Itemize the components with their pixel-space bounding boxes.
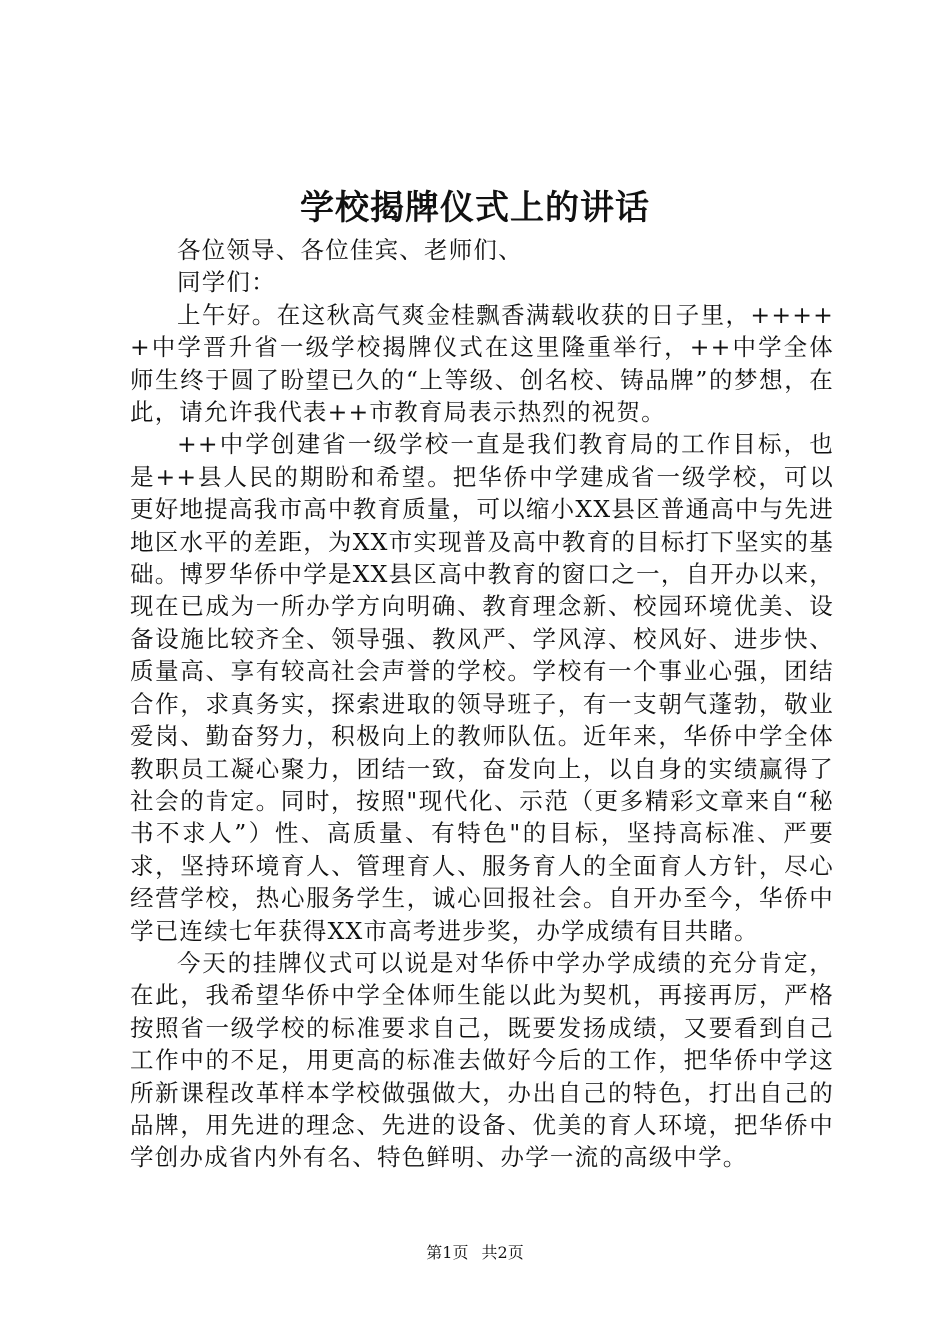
paragraph-salutation-2: 同学们： xyxy=(177,268,276,297)
document-body xyxy=(130,234,834,1174)
paragraph-greeting: 上午好。在这秋高气爽金桂飘香满载收获的日子里，+++++中学晋升省一级学校揭牌仪式在这里隆重举行，++中学全体师生终于圆了盼望已久的“上等级、创名校、铸品牌”的梦想，在此，请允许我代表++市教育局表示热烈的祝贺。 xyxy=(130,300,834,427)
page-number-total: 共2页 xyxy=(481,1243,524,1262)
document-title: 学校揭牌仪式上的讲话 xyxy=(300,188,650,228)
paragraph-salutation-1: 各位领导、各位佳宾、老师们、 xyxy=(177,236,523,264)
page-number-current: 第1页 xyxy=(426,1243,469,1262)
page-footer xyxy=(0,1242,950,1264)
paragraph-school-overview: ++中学创建省一级学校一直是我们教育局的工作目标，也是++县人民的期盼和希望。把华侨中学建成省一级学校，可以更好地提高我市高中教育质量，可以缩小XX县区普通高中与先进地区水平的差距，为XX市实现普及高中教育的目标打下坚实的基础。博罗华侨中学是XX县区高中教育的窗口之一，自开办以来，现在已成为一所办学方向明确、教育理念新、校园环境优美、设备设施比较齐全、领导强、教风严、学风淳、校风好、进步快、质量高、享有较高社会声誉的学校。学校有一个事业心强，团结合作，求真务实，探索进取的领导班子，有一支朝气蓬勃，敬业爱岗、勤奋努力，积极向上的教师队伍。近年来，华侨中学全体教职员工凝心聚力，团结一致，奋发向上，以自身的实绩赢得了社会的肯定。同时，按照"现代化、示范（更多精彩文章来自“秘书不求人”）性、高质量、有特色"的目标，坚持高标准、严要求，坚持环境育人、管理育人、服务育人的全面育人方针，尽心经营学校，热心服务学生，诚心回报社会。自开办至今，华侨中学已连续七年获得XX市高考进步奖，办学成绩有目共睹。 xyxy=(130,430,834,945)
paragraph-hopes: 今天的挂牌仪式可以说是对华侨中学办学成绩的充分肯定，在此，我希望华侨中学全体师生能以此为契机，再接再厉，严格按照省一级学校的标准要求自己，既要发扬成绩，又要看到自己工作中的不足，用更高的标准去做好今后的工作，把华侨中学这所新课程改革样本学校做强做大，办出自己的特色，打出自己的品牌，用先进的理念、先进的设备、优美的育人环境，把华侨中学创办成省内外有名、特色鲜明、办学一流的高级中学。 xyxy=(130,948,834,1172)
